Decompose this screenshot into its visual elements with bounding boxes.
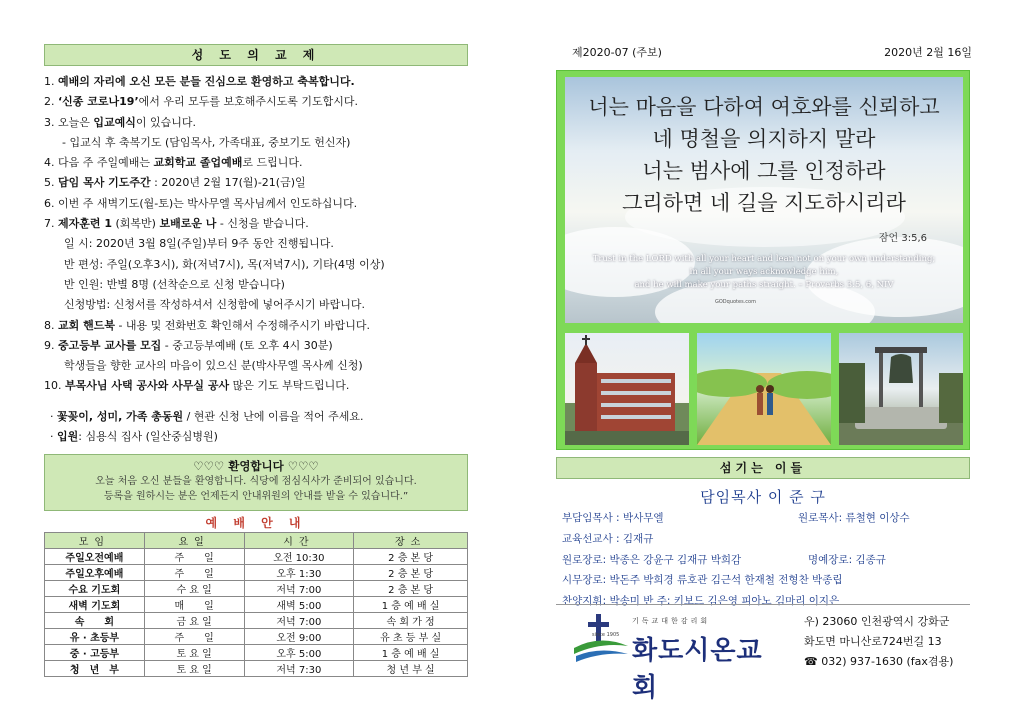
worship-cell: 새벽 5:00 — [244, 597, 354, 613]
notice-text: 학생들을 향한 교사의 마음이 있으신 분(박사무엘 목사께 신청) — [64, 359, 363, 373]
staff-role: 부담임목사 : 박사무엘 — [562, 512, 664, 524]
worship-cell: 주 일 — [144, 629, 244, 645]
bullet-text: 꽃꽂이, 성미, 가족 총동원 — [57, 409, 184, 423]
notice-number: 1. — [44, 75, 58, 88]
notice-number: 8. — [44, 318, 58, 332]
notice-text: 교회학교 졸업예배 — [153, 156, 243, 170]
notice-text: ‘신종 코로나19’ — [58, 95, 139, 109]
worship-cell: 오후 1:30 — [244, 565, 354, 581]
verse-reference: 잠언 3:5,6 — [878, 233, 927, 244]
worship-header-cell: 요일 — [144, 533, 244, 549]
welcome-line-1: 오늘 처음 오신 분들을 환영합니다. 식당에 점심식사가 준비되어 있습니다. — [95, 476, 417, 487]
worship-cell: 오후 5:00 — [244, 645, 354, 661]
worship-row — [45, 629, 468, 645]
staff-role: 원로장로: 박종은 강윤구 김재규 박희감 — [562, 553, 742, 566]
worship-cell: 청 년 부 실 — [354, 661, 468, 677]
worship-cell: 주일오전예배 — [45, 549, 145, 565]
verse-korean-line: 너는 마음을 다하여 여호와를 신뢰하고 — [588, 95, 940, 119]
worship-cell: 저녁 7:00 — [244, 581, 354, 597]
verse-korean-line: 네 명철을 의지하지 말라 — [652, 127, 876, 151]
bell-monument-photo — [839, 333, 963, 445]
notice-item — [44, 194, 468, 214]
staff-role: 찬양지휘: 박송미 반 주: 키보드 김은영 피아노 김마리 이지은 — [562, 595, 840, 608]
issue-number: 제2020-07 (주보) — [572, 46, 662, 59]
notice-number: 7. — [44, 217, 58, 231]
notice-text: 중고등부 교사를 모집 — [58, 338, 162, 352]
bullet-text: / 현관 신청 난에 이름을 적어 주세요. — [183, 409, 364, 423]
staff-row — [562, 550, 976, 571]
notice-item — [44, 316, 468, 336]
senior-pastor: 담임목사 이 준 구 — [700, 488, 826, 506]
staff-role: 교육선교사 : 김재규 — [562, 532, 654, 545]
worship-header-cell: 모임 — [45, 533, 145, 549]
notice-text: 다음 주 주일예배는 — [58, 156, 154, 170]
verse-korean-line: 너는 범사에 그를 인정하라 — [642, 159, 886, 183]
verse-korean — [565, 91, 963, 219]
bullet-text: · — [50, 409, 57, 423]
church-logo — [570, 612, 780, 703]
worship-header-cell: 시간 — [244, 533, 354, 549]
worship-cell: 저녁 7:00 — [244, 613, 354, 629]
worship-cell: 오전 9:00 — [244, 629, 354, 645]
worship-cell: 유 · 초등부 — [45, 629, 145, 645]
notice-text: - 내용 및 전화번호 확인해서 수정해주시기 바랍니다. — [114, 318, 371, 332]
notice-number: 4. — [44, 156, 58, 170]
notice-number: 3. — [44, 115, 58, 129]
welcome-title: ♡♡♡ 환영합니다 ♡♡♡ — [193, 459, 319, 473]
path-walkers-photo — [697, 333, 831, 445]
welcome-line-2: 등록을 원하시는 분은 언제든지 안내위원의 안내를 받을 수 있습니다.” — [103, 491, 409, 502]
photo-frame — [556, 70, 970, 450]
notice-text: 일 시: 2020년 3월 8일(주일)부터 9주 동안 진행됩니다. — [64, 237, 334, 251]
worship-cell: 2 층 본 당 — [354, 581, 468, 597]
notice-number: 9. — [44, 338, 58, 352]
notices-title: 성 도 의 교 제 — [44, 44, 468, 66]
notice-text: : 2020년 2월 17(월)-21(금)일 — [150, 176, 306, 190]
staff-row — [562, 570, 976, 591]
notice-text: 반 인원: 반별 8명 (선착순으로 신청 받습니다) — [64, 277, 285, 291]
staff-role: 명예장로: 김종규 — [808, 553, 886, 566]
notice-text: 담임 목사 기도주간 — [58, 176, 151, 190]
notice-item — [44, 214, 468, 234]
church-logo-icon — [570, 612, 630, 668]
notice-item — [44, 295, 468, 315]
denomination: 기독교대한감리회 — [632, 617, 711, 625]
notice-item — [44, 72, 468, 92]
worship-cell: 속 회 — [45, 613, 145, 629]
worship-cell: 주 일 — [144, 565, 244, 581]
worship-table — [44, 532, 468, 677]
worship-cell: 토 요 일 — [144, 661, 244, 677]
church-name: 화도시온교회 — [632, 636, 763, 703]
notice-list — [44, 72, 468, 397]
worship-cell: 토 요 일 — [144, 645, 244, 661]
staff-row — [562, 508, 976, 529]
notice-item — [44, 113, 468, 133]
notice-number: 6. — [44, 196, 58, 210]
notice-number: 10. — [44, 379, 65, 393]
worship-cell: 2 층 본 당 — [354, 549, 468, 565]
verse-banner — [565, 77, 963, 323]
notice-text: 신청방법: 신청서를 작성하셔서 신청함에 넣어주시기 바랍니다. — [64, 298, 365, 312]
worship-cell: 오전 10:30 — [244, 549, 354, 565]
worship-cell: 청 년 부 — [45, 661, 145, 677]
phone-number: ☎ 032) 937-1630 (fax겸용) — [804, 655, 954, 668]
notices-section — [44, 44, 468, 447]
notice-item — [44, 153, 468, 173]
worship-cell: 중 · 고등부 — [45, 645, 145, 661]
notice-text: - 중고등부예배 (토 오후 4시 30분) — [161, 338, 333, 352]
notice-item — [44, 275, 468, 295]
address-line-2: 화도면 마니산로724번길 13 — [804, 635, 942, 648]
notice-text: 이 있습니다. — [135, 115, 197, 129]
worship-cell: 수요 기도회 — [45, 581, 145, 597]
bullet-list — [44, 407, 468, 447]
notice-text: 오늘은 — [58, 115, 94, 129]
worship-cell: 1 층 예 배 실 — [354, 597, 468, 613]
welcome-box — [44, 454, 468, 511]
notice-item — [44, 356, 468, 376]
notice-text: 많은 기도 부탁드립니다. — [229, 379, 350, 393]
watermark-text: GODquotes.com — [715, 299, 756, 305]
notice-text: 교회 핸드북 — [58, 318, 115, 332]
notice-item — [44, 173, 468, 193]
notice-item — [44, 234, 468, 254]
footer-divider — [556, 604, 970, 605]
staff-list — [562, 508, 976, 612]
worship-header-cell: 장소 — [354, 533, 468, 549]
verse-english-line: and he will make your paths straight. – Proverbs 3:5, 6, NIV — [634, 280, 894, 290]
notice-item — [44, 376, 468, 396]
bulletin-date: 2020년 2월 16일 — [884, 46, 972, 59]
notice-text: (회복반) — [112, 217, 160, 231]
church-building-photo — [565, 333, 689, 445]
notice-item — [44, 92, 468, 112]
notice-text: 이번 주 새벽기도(월-토)는 박사무엘 목사님께서 인도하십니다. — [58, 196, 358, 210]
staff-row — [562, 591, 976, 612]
notice-item — [44, 255, 468, 275]
worship-cell: 주일오후예배 — [45, 565, 145, 581]
worship-row — [45, 613, 468, 629]
verse-english — [565, 253, 963, 292]
worship-cell: 금 요 일 — [144, 613, 244, 629]
bulletin-header — [572, 44, 972, 60]
notice-text: 로 드립니다. — [242, 156, 303, 170]
worship-cell: 수 요 일 — [144, 581, 244, 597]
bullet-item — [50, 427, 468, 447]
worship-cell: 1 층 예 배 실 — [354, 645, 468, 661]
servers-title: 섬기는 이들 — [556, 457, 970, 479]
notice-text: - 신청을 받습니다. — [216, 217, 309, 231]
verse-english-line: in all your ways acknowledge him, — [689, 267, 839, 277]
worship-row — [45, 565, 468, 581]
church-address — [804, 612, 953, 672]
worship-cell: 주 일 — [144, 549, 244, 565]
worship-cell: 매 일 — [144, 597, 244, 613]
worship-cell: 속 회 가 정 — [354, 613, 468, 629]
notice-text: 부목사님 사택 공사와 사무실 공사 — [65, 379, 230, 393]
address-line-1: 우) 23060 인천광역시 강화군 — [804, 615, 950, 628]
worship-row — [45, 597, 468, 613]
notice-number: 5. — [44, 176, 58, 190]
worship-row — [45, 645, 468, 661]
verse-korean-line: 그리하면 네 길을 지도하시리라 — [622, 191, 906, 215]
worship-cell: 유 초 등 부 실 — [354, 629, 468, 645]
staff-role: 시무장로: 박돈주 박희경 류호관 김근석 한재철 전형찬 박종립 — [562, 574, 843, 587]
staff-row — [562, 529, 976, 550]
worship-title: 예 배 안 내 — [205, 516, 307, 530]
worship-cell: 새벽 기도회 — [45, 597, 145, 613]
notice-item — [44, 336, 468, 356]
verse-english-line: Trust in the LORD with all your heart and lean not on your own understanding; — [592, 254, 936, 264]
notice-number: 2. — [44, 95, 58, 109]
worship-cell: 2 층 본 당 — [354, 565, 468, 581]
bullet-text: · — [50, 429, 57, 443]
worship-cell: 저녁 7:30 — [244, 661, 354, 677]
worship-header-row — [45, 533, 468, 549]
bullet-text: : 심용식 집사 (일산중심병원) — [78, 429, 218, 443]
since-text: since 1905 — [592, 632, 620, 638]
notice-text: 예배의 자리에 오신 모든 분들 진심으로 환영하고 축복합니다. — [58, 75, 355, 88]
worship-row — [45, 581, 468, 597]
worship-row — [45, 661, 468, 677]
bullet-text: 입원 — [57, 429, 79, 443]
worship-row — [45, 549, 468, 565]
bullet-item — [50, 407, 468, 427]
notice-text: 에서 우리 모두를 보호해주시도록 기도합시다. — [138, 95, 359, 109]
notice-text: 입교예식 — [93, 115, 136, 129]
notice-item — [44, 133, 468, 153]
notice-text: 반 편성: 주일(오후3시), 화(저녁7시), 목(저녁7시), 기타(4명 이상) — [64, 257, 385, 271]
notice-text: 제자훈련 1 — [58, 217, 112, 231]
notice-text: 보배로운 나 — [159, 217, 217, 231]
staff-role: 원로목사: 류철현 이상수 — [798, 512, 910, 524]
notice-text: - 입교식 후 축복기도 (담임목사, 가족대표, 중보기도 헌신자) — [62, 135, 351, 149]
